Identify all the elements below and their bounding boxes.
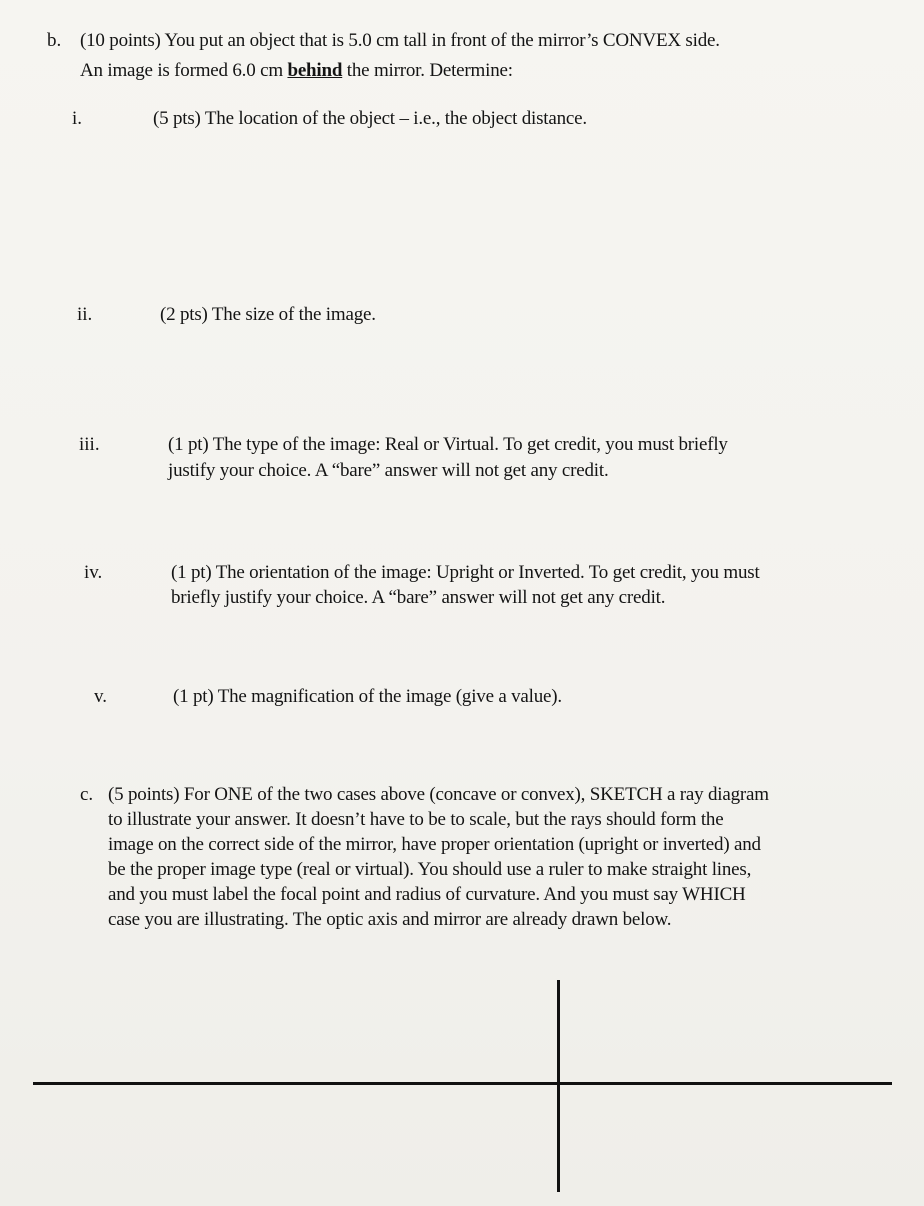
item-i-text: (5 pts) The location of the object – i.e., the object distance. — [153, 108, 587, 129]
item-ii-text: (2 pts) The size of the image. — [160, 304, 376, 325]
item-iii-text-line2: justify your choice. A “bare” answer will not get any credit. — [168, 460, 609, 481]
item-iii-text-line1: (1 pt) The type of the image: Real or Virtual. To get credit, you must briefly — [168, 434, 728, 455]
item-i-number: i. — [72, 108, 83, 129]
part-c-line6: case you are illustrating. The optic axis and mirror are already drawn below. — [108, 909, 672, 930]
part-c-line1: (5 points) For ONE of the two cases above (concave or convex), SKETCH a ray diagram — [108, 784, 769, 805]
item-ii-number: ii. — [77, 304, 93, 325]
item-v-text: (1 pt) The magnification of the image (give a value). — [173, 686, 562, 707]
item-iii-number: iii. — [79, 434, 100, 455]
item-iv-text-line1: (1 pt) The orientation of the image: Upright or Inverted. To get credit, you must — [171, 562, 760, 583]
part-b-line1: (10 points) You put an object that is 5.0 cm tall in front of the mirror’s CONVEX side. — [80, 30, 720, 51]
item-iv-number: iv. — [84, 562, 103, 583]
emphasis-behind: behind — [287, 60, 343, 81]
part-c-line4: be the proper image type (real or virtual). You should use a ruler to make straight lines, — [108, 859, 752, 880]
item-v-number: v. — [94, 686, 108, 707]
part-c-line2: to illustrate your answer. It doesn’t have to be to scale, but the rays should form the — [108, 809, 724, 830]
part-b-line2: An image is formed 6.0 cm behind the mirror. Determine: — [80, 60, 513, 81]
part-c-line3: image on the correct side of the mirror, have proper orientation (upright or inverted) and — [108, 834, 761, 855]
item-iv-text-line2: briefly justify your choice. A “bare” answer will not get any credit. — [171, 587, 666, 608]
optic-axis — [33, 1082, 892, 1085]
part-c-label: c. — [80, 784, 94, 805]
mirror-line — [557, 980, 560, 1192]
part-b-label: b. — [47, 30, 62, 51]
part-c-line5: and you must label the focal point and radius of curvature. And you must say WHICH — [108, 884, 746, 905]
